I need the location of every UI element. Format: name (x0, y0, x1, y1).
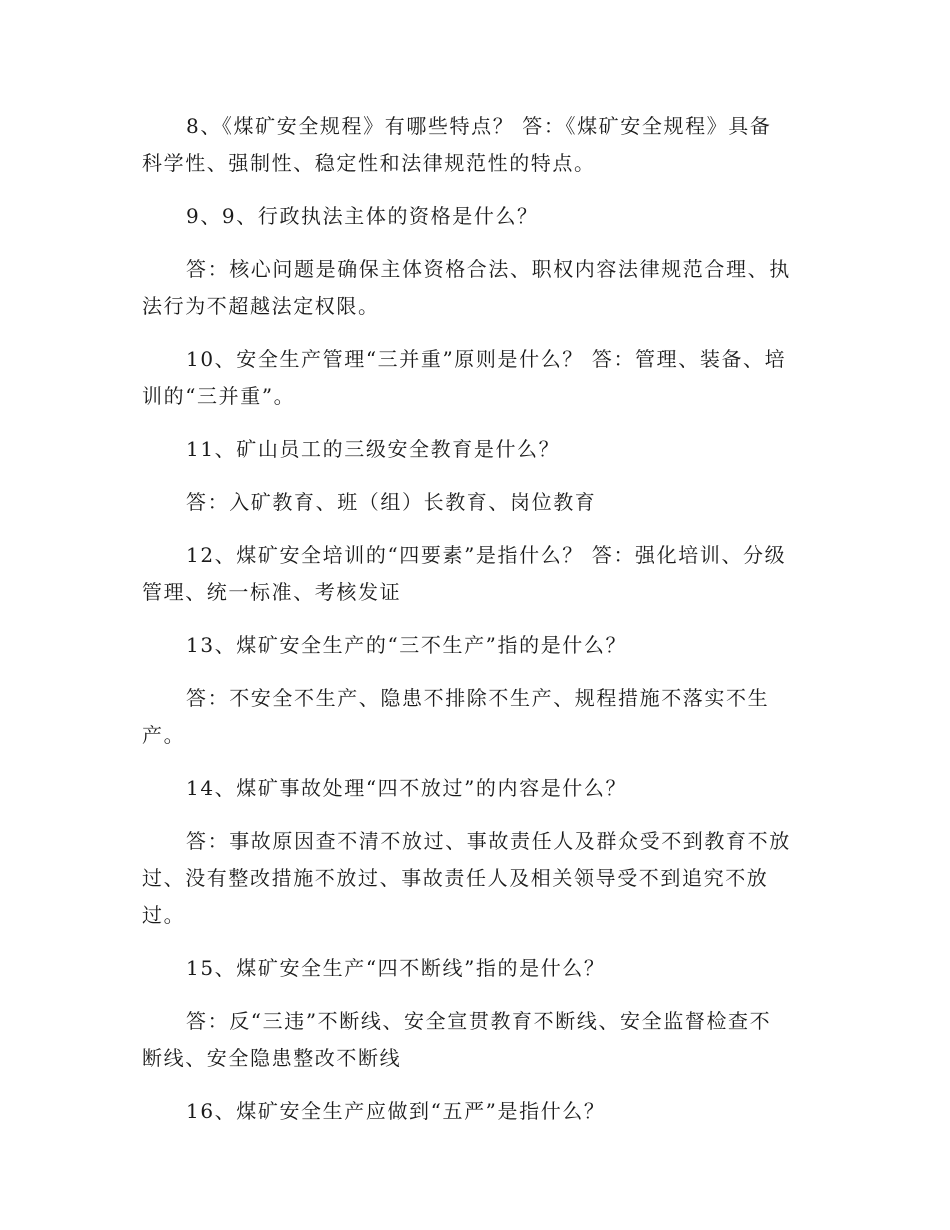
text-line: 12、煤矿安全培训的“四要素”是指什么？ 答：强化培训、分级 (186, 543, 787, 567)
text-line: 13、煤矿安全生产的“三不生产”指的是什么？ (186, 633, 628, 657)
text-line: 11、矿山员工的三级安全教育是什么？ (186, 437, 561, 461)
text-line: 法行为不超越法定权限。 (142, 294, 380, 318)
text-line: 答：事故原因查不清不放过、事故责任人及群众受不到教育不放 (186, 829, 791, 853)
text-line: 10、安全生产管理“三并重”原则是什么？ 答：管理、装备、培 (186, 347, 787, 371)
paragraph-q16 (142, 1093, 810, 1130)
text-line: 答：不安全不生产、隐患不排除不生产、规程措施不落实不生 (186, 686, 770, 710)
paragraph-q11 (142, 431, 810, 468)
paragraph-q12 (142, 537, 810, 611)
text-line: 15、煤矿安全生产“四不断线”指的是什么？ (186, 956, 606, 980)
paragraph-q13 (142, 627, 810, 664)
text-line: 过、没有整改措施不放过、事故责任人及相关领导受不到追究不放 (142, 866, 769, 890)
paragraph-a15 (142, 1003, 810, 1077)
text-line: 断线、安全隐患整改不断线 (142, 1046, 402, 1070)
text-line: 产。 (142, 723, 186, 747)
paragraph-q14 (142, 770, 810, 807)
text-line: 答：反“三违”不断线、安全宣贯教育不断线、安全监督检查不 (186, 1009, 772, 1033)
text-line: 管理、统一标准、考核发证 (142, 580, 402, 604)
text-line: 答：入矿教育、班（组）长教育、岗位教育 (186, 490, 597, 514)
text-line: 科学性、强制性、稳定性和法律规范性的特点。 (142, 151, 596, 175)
paragraph-a9 (142, 251, 810, 325)
document-body (142, 108, 810, 1146)
paragraph-q15 (142, 950, 810, 987)
text-line: 训的“三并重”。 (142, 384, 296, 408)
paragraph-a11 (142, 484, 810, 521)
paragraph-a14 (142, 823, 810, 934)
text-line: 14、煤矿事故处理“四不放过”的内容是什么？ (186, 776, 628, 800)
paragraph-a13 (142, 680, 810, 754)
paragraph-q10 (142, 341, 810, 415)
text-line: 过。 (142, 903, 186, 927)
text-line: 9、9、行政执法主体的资格是什么？ (186, 204, 539, 228)
text-line: 答：核心问题是确保主体资格合法、职权内容法律规范合理、执 (186, 257, 791, 281)
text-line: 8、《煤矿安全规程》有哪些特点？ 答：《煤矿安全规程》具备 (186, 114, 772, 138)
paragraph-q8 (142, 108, 810, 182)
text-line: 16、煤矿安全生产应做到“五严”是指什么？ (186, 1099, 606, 1123)
paragraph-q9 (142, 198, 810, 235)
